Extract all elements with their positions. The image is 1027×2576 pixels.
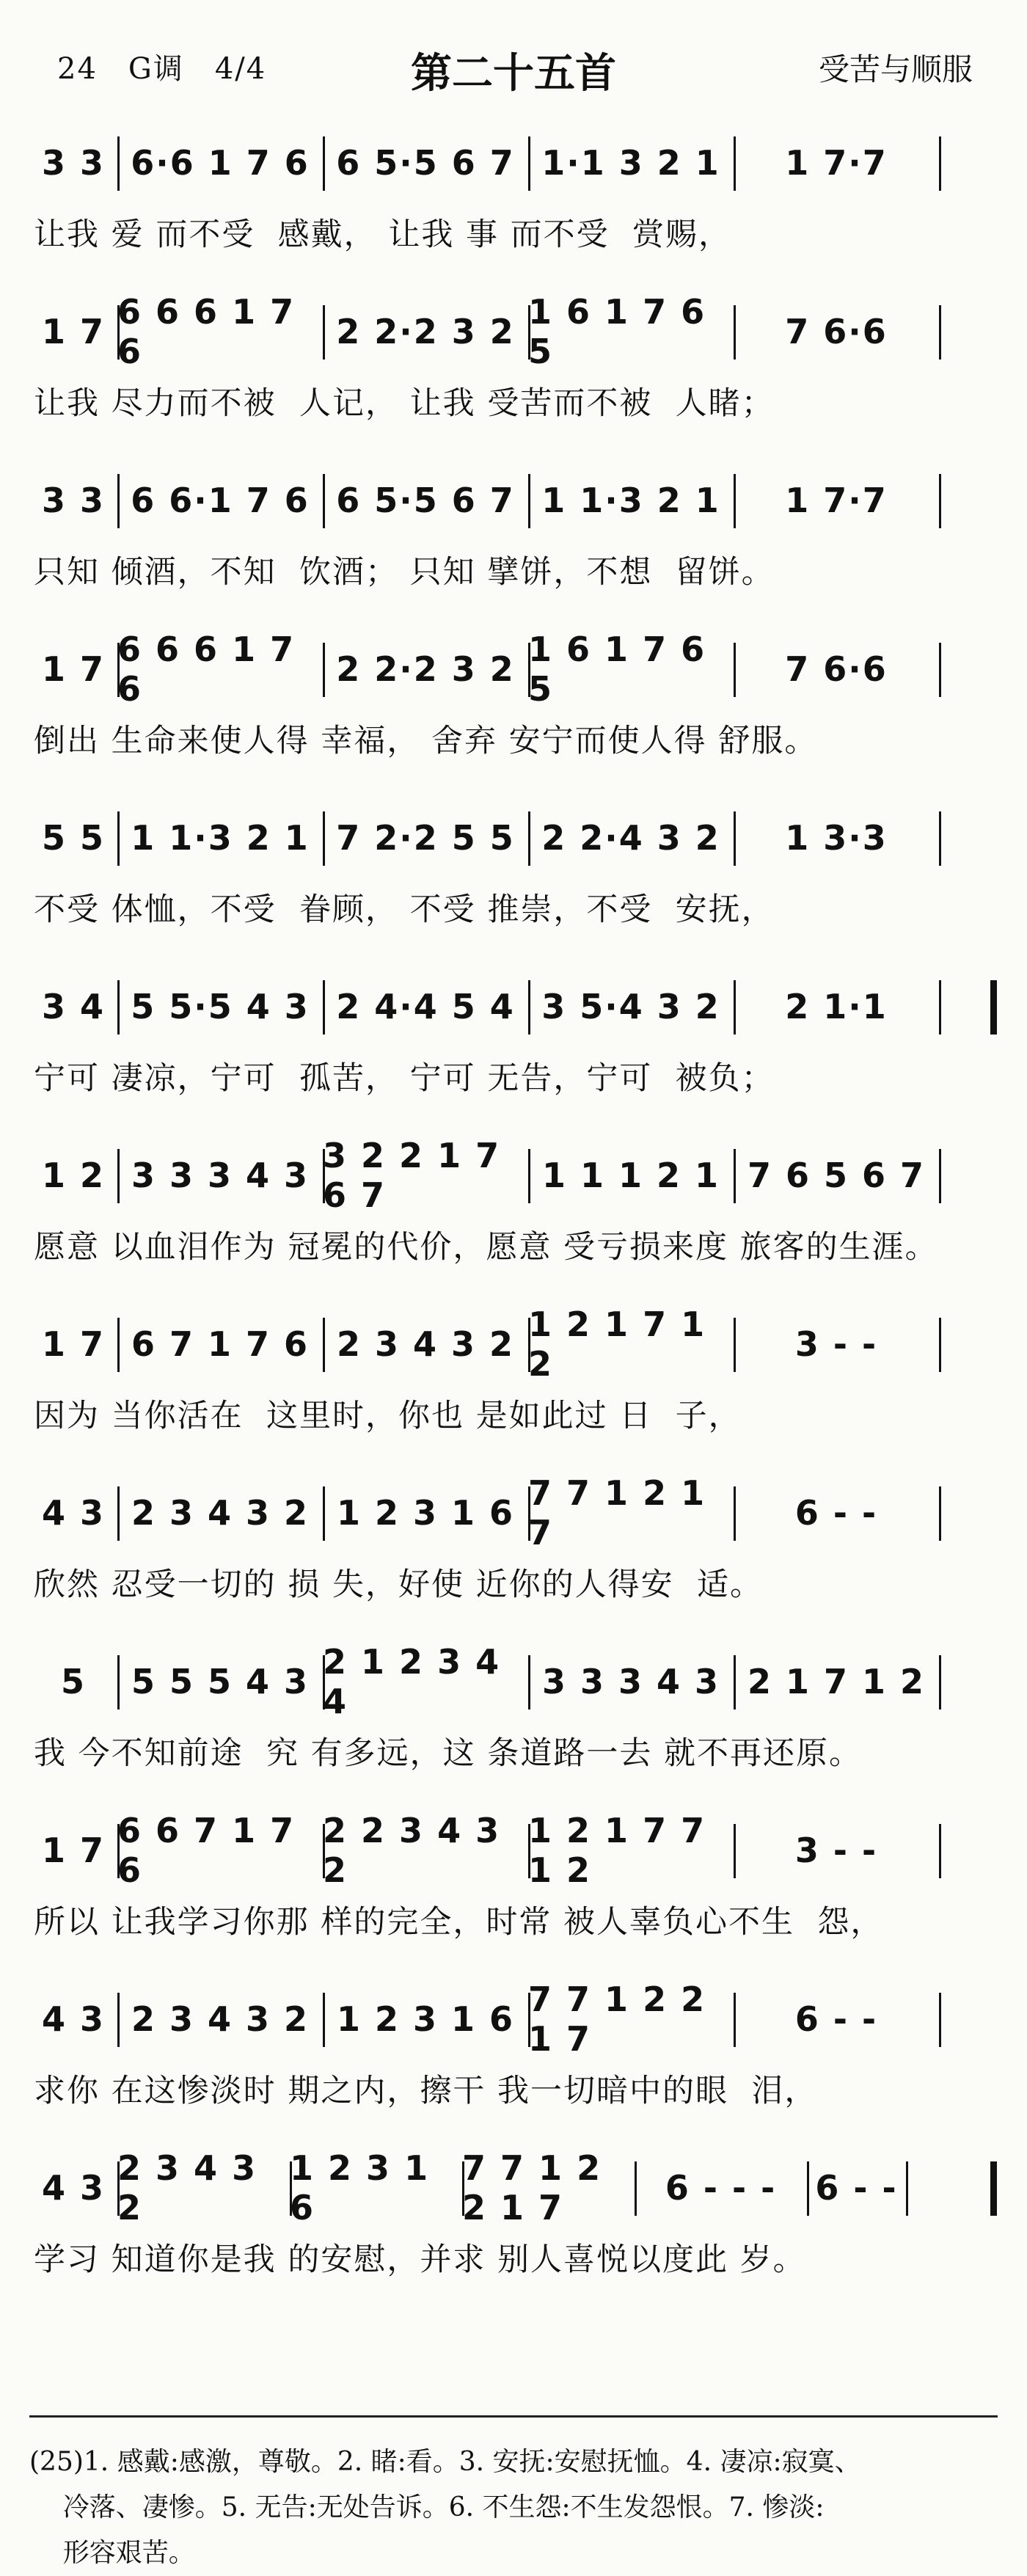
barline (939, 1993, 941, 2047)
measure: 6 7 1 7 6 (131, 1324, 310, 1364)
measure: 6 5·5 6 7 (336, 481, 515, 520)
song-subtitle: 受苦与顺服 (818, 51, 973, 87)
lyric-line: 不受 体恤，不受 眷顾， 不受 推崇，不受 安抚， (34, 891, 775, 928)
score-system (29, 1642, 998, 1773)
footnotes: (25)1. 感戴:感激，尊敬。2. 睹:看。3. 安抚:安慰抚恤。4. 凄凉:寂寞、 冷落、凄惨。5. 无告:无处告诉。6. 不生怨:不生发怨恨。7. 惨淡: 形容艰苦。 (29, 2447, 861, 2568)
measure: 5 5 (41, 818, 106, 858)
notation-line (29, 292, 998, 371)
notation-line (29, 1642, 998, 1721)
notation-line (29, 2148, 998, 2227)
notation-line (29, 970, 998, 1043)
header (0, 45, 1027, 97)
measure: 7 7 1 2 2 1 7 (528, 1980, 706, 2059)
score-system (29, 632, 998, 761)
score-system (29, 2148, 998, 2280)
measure: 3 3 3 4 3 (541, 1662, 720, 1701)
measure: 1 7 (41, 1831, 106, 1870)
measure: 1 7 (41, 1324, 106, 1364)
measure: 6 - - (794, 1999, 878, 2039)
score-system (29, 1473, 998, 1605)
measure: 2 3 4 3 2 (131, 1999, 310, 2039)
barline (939, 1318, 941, 1372)
score-system (29, 292, 998, 423)
notation-line (29, 1811, 998, 1890)
lyric-line: 只知 倾酒，不知 饮酒； 只知 擘饼，不想 留饼。 (34, 554, 775, 591)
notation-line (29, 1136, 998, 1215)
barline (939, 980, 941, 1035)
measure: 5 5·5 4 3 (131, 987, 310, 1026)
song-title: 第二十五首 (411, 49, 616, 98)
final-barline (990, 2161, 997, 2216)
barline (939, 474, 941, 528)
lyric-line: 学习 知道你是我 的安慰，并求 别人喜悦以度此 岁。 (34, 2241, 806, 2278)
measure: 7 7 1 2 1 7 (528, 1473, 706, 1552)
lyric-line: 因为 当你活在 这里时，你也 是如此过 日 子， (34, 1398, 742, 1434)
measure: 1 2 3 1 6 (336, 1493, 515, 1533)
measure: 1 2 3 1 6 (290, 2148, 430, 2227)
barline (939, 643, 941, 697)
score-system (29, 801, 998, 930)
measure: 1 1 1 2 1 (541, 1156, 720, 1195)
measure: 7 6 5 6 7 (747, 1156, 926, 1195)
measure: 3 2 2 1 7 6 7 (323, 1136, 501, 1215)
footnote-rule (29, 2415, 998, 2418)
notation-line (29, 1473, 998, 1552)
measure: 1·1 3 2 1 (541, 143, 720, 183)
score-system (29, 126, 998, 255)
score-system (29, 1136, 998, 1267)
measure: 1 7 (41, 312, 106, 351)
measure: 2 2·2 3 2 (336, 649, 515, 689)
barline (939, 1655, 941, 1710)
measure: 6 6 6 1 7 6 (117, 630, 296, 709)
lyric-line: 让我 爱 而不受 感戴， 让我 事 而不受 赏赐， (34, 216, 732, 253)
measure: 1 7·7 (785, 143, 888, 183)
lyric-line: 求你 在这惨淡时 期之内，擦干 我一切暗中的眼 泪， (34, 2073, 818, 2109)
score-system (29, 464, 998, 592)
measure: 1 2 1 7 1 2 (528, 1305, 706, 1384)
measure: 4 3 (41, 2168, 106, 2208)
measure: 2 1 7 1 2 (747, 1662, 926, 1701)
measure: 1 6 1 7 6 5 (528, 292, 706, 371)
measure: 2 2·4 3 2 (541, 818, 720, 858)
measure: 4 3 (41, 1999, 106, 2039)
measure: 1 6 1 7 6 5 (528, 630, 706, 709)
notation-line (29, 1305, 998, 1384)
lyric-line: 愿意 以血泪作为 冠冕的代价，愿意 受亏损来度 旅客的生涯。 (34, 1229, 938, 1266)
measure: 7 7 1 2 2 1 7 (462, 2148, 602, 2227)
score-system (29, 970, 998, 1098)
lyric-line: 宁可 凄凉，宁可 孤苦， 宁可 无告，宁可 被负； (34, 1060, 775, 1097)
measure: 6 6 6 1 7 6 (117, 292, 296, 371)
score-system (29, 1811, 998, 1942)
measure: 2 2 3 4 3 2 (323, 1811, 501, 1890)
barline (906, 2161, 908, 2216)
measure: 1 1·3 2 1 (131, 818, 310, 858)
measure: 2 3 4 3 2 (336, 1324, 515, 1364)
notation-line (29, 630, 998, 709)
lyric-line: 欣然 忍受一切的 损 失，好使 近你的人得安 适。 (34, 1566, 764, 1603)
measure: 3 4 (41, 987, 106, 1026)
measure: 1 7·7 (785, 481, 888, 520)
measure: 2 4·4 5 4 (336, 987, 515, 1026)
footnotes-section (29, 2415, 998, 2576)
measure: 5 (60, 1662, 86, 1701)
measure: 2 2·2 3 2 (336, 312, 515, 351)
measure: 6 - - (794, 1493, 878, 1533)
barline (939, 1824, 941, 1878)
measure: 3 3 (41, 143, 106, 183)
lyric-line: 让我 尽力而不被 人记， 让我 受苦而不被 人睹； (34, 385, 775, 422)
barline (939, 136, 941, 191)
measure: 3 - - (794, 1324, 878, 1364)
measure: 6 - - (815, 2168, 898, 2208)
final-barline (990, 980, 997, 1035)
measure: 6 - - - (665, 2168, 777, 2208)
measure: 1 2 3 1 6 (336, 1999, 515, 2039)
lyric-line: 我 今不知前途 究 有多远，这 条道路一去 就不再还原。 (34, 1735, 863, 1772)
notation-line (29, 1980, 998, 2059)
barline (939, 1149, 941, 1203)
measure: 2 3 4 3 2 (117, 2148, 257, 2227)
measure: 6 6 7 1 7 6 (117, 1811, 296, 1890)
measure: 1 7 (41, 649, 106, 689)
measure: 6 5·5 6 7 (336, 143, 515, 183)
measure: 3 - - (794, 1831, 878, 1870)
lyric-line: 倒出 生命来使人得 幸福， 舍弃 安宁而使人得 舒服。 (34, 723, 818, 759)
notation-line (29, 464, 998, 537)
measure: 1 3·3 (785, 818, 888, 858)
measure: 6 6·1 7 6 (131, 481, 310, 520)
barline (939, 1486, 941, 1541)
score-system (29, 1982, 998, 2111)
measure: 2 1 2 3 4 4 (323, 1642, 501, 1721)
measure: 2 3 4 3 2 (131, 1493, 310, 1533)
score-system (29, 1307, 998, 1436)
notation-line (29, 126, 998, 200)
measure: 7 6·6 (785, 649, 888, 689)
measure: 7 6·6 (785, 312, 888, 351)
measure: 4 3 (41, 1493, 106, 1533)
measure: 3 5·4 3 2 (541, 987, 720, 1026)
measure: 3 3 3 4 3 (131, 1156, 310, 1195)
barline (939, 305, 941, 360)
measure: 1 2 (41, 1156, 106, 1195)
lyric-line: 所以 让我学习你那 样的完全，时常 被人辜负心不生 怨， (34, 1904, 884, 1941)
measure: 3 3 (41, 481, 106, 520)
barline (939, 811, 941, 866)
measure: 1 2 1 7 7 1 2 (528, 1811, 706, 1890)
notation-line (29, 801, 998, 875)
key-signature: 24 G调 4/4 (57, 52, 267, 86)
measure: 1 1·3 2 1 (541, 481, 720, 520)
measure: 7 2·2 5 5 (336, 818, 515, 858)
measure: 5 5 5 4 3 (131, 1662, 310, 1701)
measure: 6·6 1 7 6 (131, 143, 310, 183)
measure: 2 1·1 (785, 987, 888, 1026)
